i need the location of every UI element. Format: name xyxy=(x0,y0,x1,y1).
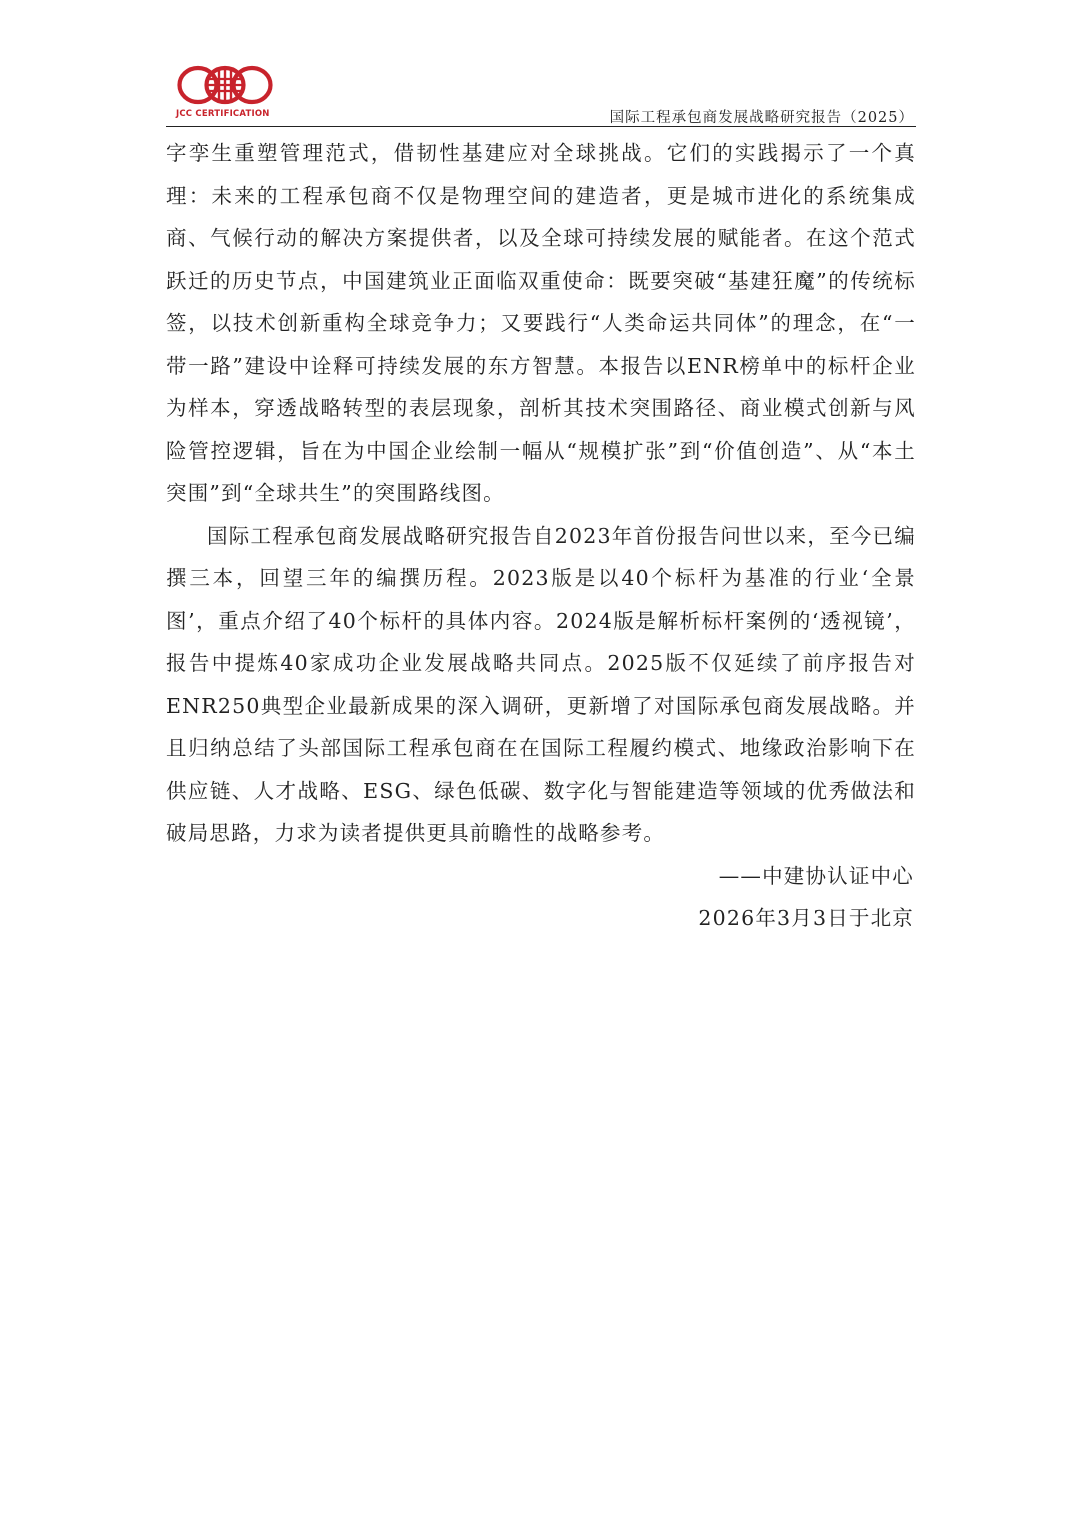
body-paragraph-1: 字孪生重塑管理范式，借韧性基建应对全球挑战。它们的实践揭示了一个真理：未来的工程承包商不仅是物理空间的建造者，更是城市进化的系统集成商、气候行动的解决方案提供者，以及全球可持续发展的赋能者。在这个范式跃迁的历史节点，中国建筑业正面临双重使命：既要突破“基建狂魔”的传统标签，以技术创新重构全球竞争力；又要践行“人类命运共同体”的理念，在“一带一路”建设中诠释可持续发展的东方智慧。本报告以ENR榜单中的标杆企业为样本，穿透战略转型的表层现象，剖析其技术突围路径、商业模式创新与风险管控逻辑，旨在为中国企业绘制一幅从“规模扩张”到“价值创造”、从“本土突围”到“全球共生”的突围路线图。 xyxy=(166,141,916,505)
header-divider xyxy=(166,126,916,127)
report-header-title: 国际工程承包商发展战略研究报告（2025） xyxy=(609,110,914,126)
signature-date: 2026年3月3日于北京 xyxy=(698,906,914,930)
three-rings-logo-icon xyxy=(176,63,276,107)
logo-caption: JCC CERTIFICATION xyxy=(176,109,270,119)
body-content xyxy=(166,132,916,940)
body-paragraph-2: 国际工程承包商发展战略研究报告自2023年首份报告问世以来，至今已编撰三本，回望三年的编撰历程。2023版是以40个标杆为基准的行业‘全景图’，重点介绍了40个标杆的具体内容。2024版是解析标杆案例的‘透视镜’，报告中提炼40家成功企业发展战略共同点。2025版不仅延续了前序报告对ENR250典型企业最新成果的深入调研，更新增了对国际承包商发展战略。并且归纳总结了头部国际工程承包商在在国际工程履约模式、地缘政治影响下在供应链、人才战略、ESG、绿色低碳、数字化与智能建造等领域的优秀做法和破局思路，力求为读者提供更具前瞻性的战略参考。 xyxy=(166,523,916,845)
jcc-certification-logo xyxy=(176,63,276,123)
signature-author: ——中建协认证中心 xyxy=(718,863,914,888)
